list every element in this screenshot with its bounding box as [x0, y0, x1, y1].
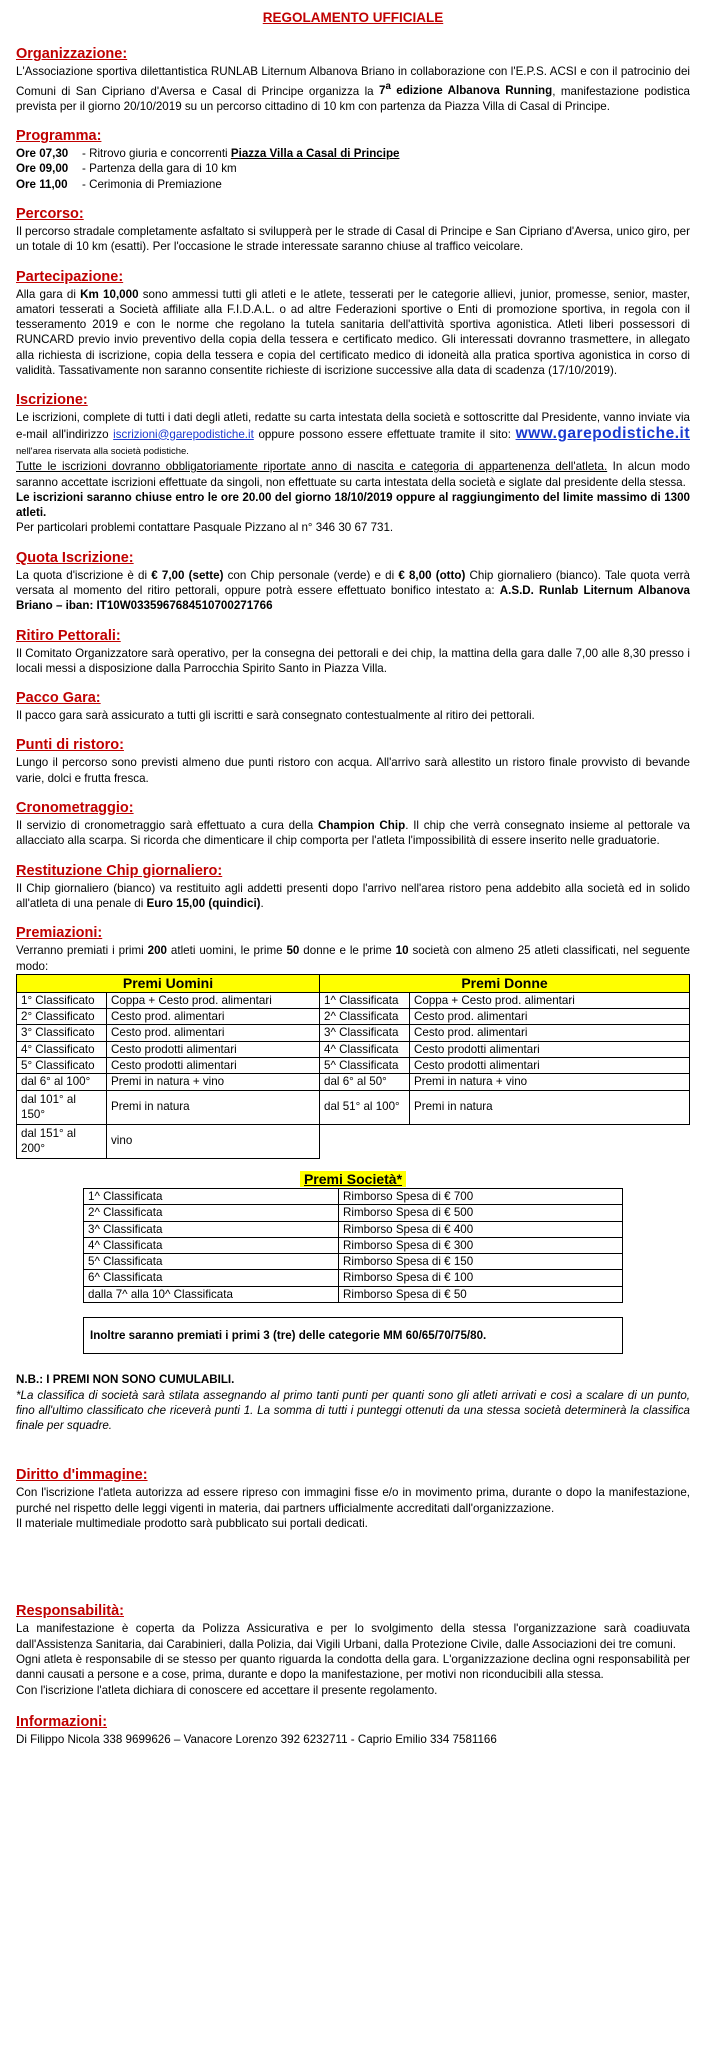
section-heading: Quota Iscrizione: [16, 549, 134, 566]
section-heading: Iscrizione: [16, 392, 88, 409]
women-position: 4^ Classificata [320, 1041, 410, 1057]
men-prize: Premi in natura + vino [107, 1074, 320, 1090]
table-row [84, 1188, 623, 1204]
men-position: 1° Classificato [17, 992, 107, 1008]
table-row [17, 1090, 690, 1124]
text-run: - Ritrovo giuria e concorrenti [82, 147, 231, 161]
section-heading: Responsabilità: [16, 1603, 124, 1620]
program-text [82, 146, 399, 161]
society-prize: Rimborso Spesa di € 150 [339, 1254, 623, 1270]
section-premiazioni [16, 925, 690, 1433]
society-position: 6^ Classificata [84, 1270, 339, 1286]
table-row [17, 1025, 690, 1041]
section-heading: Cronometraggio: [16, 800, 134, 817]
text-run: donne e le prime [299, 944, 396, 958]
society-prizes-header: Premi Società* [300, 1171, 406, 1187]
table-row [17, 1124, 690, 1158]
society-position: dalla 7^ alla 10^ Classificata [84, 1286, 339, 1302]
ristoro-text: Lungo il percorso sono previsti almeno due punti ristoro con acqua. All'arrivo sarà allestito un ristoro finale provvisto di bevande varie, dolci e frutta fresca. [16, 756, 690, 785]
text-run: Chip giornaliero (bianco). Tale quota verrà versata al momento del ritiro pettorali, oppure potrà essere effettuato bonifico intestato a: [16, 568, 690, 597]
section-heading: Programma: [16, 128, 102, 145]
table-row [84, 1237, 623, 1253]
responsabilita-text-3: Con l'iscrizione l'atleta dichiara di conoscere ed accettare il presente regolamento. [16, 1683, 438, 1697]
restituzione-text [16, 881, 690, 912]
women-position: dal 51° al 100° [320, 1090, 410, 1124]
section-heading: Informazioni: [16, 1713, 108, 1730]
men-prize: Cesto prod. alimentari [107, 1009, 320, 1025]
text-run: Verranno premiati i primi [16, 944, 148, 958]
program-item [16, 146, 690, 161]
men-position: dal 101° al 150° [17, 1090, 107, 1124]
men-position: dal 6° al 100° [17, 1074, 107, 1090]
section-percorso [16, 206, 690, 255]
distance-value: Km 10,000 [80, 287, 139, 301]
women-prize: Premi in natura [410, 1090, 690, 1124]
society-prize: Rimborso Spesa di € 100 [339, 1270, 623, 1286]
text-run: . Il chip che verrà consegnato insieme al pettorale va allacciato alla scarpa. Si ricorda che dimenticare il chip comporta per l'atleta l'impossibilità di essere inserito nelle graduatorie. [16, 819, 690, 848]
men-prizes-header: Premi Uomini [17, 974, 320, 992]
women-prizes-header: Premi Donne [320, 974, 690, 992]
men-prize: Premi in natura [107, 1090, 320, 1124]
count-societies: 10 [395, 944, 409, 958]
prizes-table [16, 974, 690, 1159]
table-row [84, 1286, 623, 1302]
section-immagine [16, 1467, 690, 1531]
society-prize: Rimborso Spesa di € 50 [339, 1286, 623, 1302]
iban-text: A.S.D. Runlab Liternum Albanova Briano – iban: IT10W0335967684510700271766 [16, 583, 690, 613]
section-iscrizione [16, 392, 690, 535]
program-location: Piazza Villa a Casal di Principe [230, 147, 400, 161]
table-row [17, 992, 690, 1008]
text-run: atleti uomini, le prime [167, 944, 287, 958]
men-position: dal 151° al 200° [17, 1124, 107, 1158]
immagine-text: Con l'iscrizione l'atleta autorizza ad essere ripreso con immagini fisse e/o in movimento prima, durante o dopo la manifestazione, purché nel rispetto delle leggi vigenti in materia, dai partners ufficialmente accreditati dall'organizzazione. [16, 1486, 690, 1515]
immagine-text-2: Il materiale multimediale prodotto sarà pubblicato sui portali dedicati. [16, 1517, 368, 1531]
men-prize: Cesto prod. alimentari [107, 1025, 320, 1041]
women-position: 3^ Classificata [320, 1025, 410, 1041]
empty-cell [320, 1124, 410, 1158]
men-prize: Coppa + Cesto prod. alimentari [107, 992, 320, 1008]
society-position: 5^ Classificata [84, 1254, 339, 1270]
women-prize: Coppa + Cesto prod. alimentari [410, 992, 690, 1008]
text-run: Tutte le iscrizioni dovranno obbligatoriamente riportate anno di nascita e categoria di appartenenza dell'atleta. [16, 460, 608, 474]
program-time: Ore 11,00 [16, 177, 68, 191]
table-row [84, 1221, 623, 1237]
iscrizione-requirements [16, 459, 690, 490]
society-prize: Rimborso Spesa di € 500 [339, 1205, 623, 1221]
section-heading: Restituzione Chip giornaliero: [16, 862, 223, 879]
text-run: società con almeno 25 atleti classificati, nel seguente modo: [16, 944, 690, 973]
men-prize: vino [107, 1124, 320, 1158]
mm-categories-note: Inoltre saranno premiati i primi 3 (tre) delle categorie MM 60/65/70/75/80. [83, 1317, 623, 1354]
premiazioni-intro [16, 943, 690, 974]
organizzazione-text [16, 64, 690, 114]
table-row [84, 1205, 623, 1221]
empty-cell [410, 1124, 690, 1158]
society-position: 1^ Classificata [84, 1188, 339, 1204]
society-position: 3^ Classificata [84, 1221, 339, 1237]
men-position: 3° Classificato [17, 1025, 107, 1041]
section-heading: Partecipazione: [16, 268, 124, 285]
text-run: L'Associazione sportiva dilettantistica RUNLAB Liternum Albanova Briano in collaborazione con l'E.P.S. ACSI e con il patrocinio dei Comuni di San Cipriano d'Aversa e Casal di Principe organizza la [16, 65, 690, 98]
section-pacco [16, 690, 690, 723]
section-ritiro [16, 628, 690, 677]
society-prize: Rimborso Spesa di € 400 [339, 1221, 623, 1237]
society-prize: Rimborso Spesa di € 700 [339, 1188, 623, 1204]
text-run: Il Chip giornaliero (bianco) va restituito agli addetti presenti dopo l'arrivo nell'area ristoro pena addebito alla società ed in solido all'atleta di una penale di [16, 881, 690, 910]
edition-number: 7 [379, 84, 386, 98]
text-run: , manifestazione podistica prevista per il giorno 20/10/2019 su un percorso cittadino di 10 km con partenza da Piazza Villa di Casal di Principe. [16, 84, 690, 113]
table-row [17, 1041, 690, 1057]
section-informazioni [16, 1714, 690, 1747]
section-heading: Organizzazione: [16, 46, 128, 63]
section-heading: Percorso: [16, 205, 84, 222]
iscrizione-text [16, 410, 690, 459]
women-prize: Cesto prod. alimentari [410, 1025, 690, 1041]
count-men: 200 [147, 944, 167, 958]
section-heading: Ritiro Pettorali: [16, 627, 121, 644]
iscrizione-deadline: Le iscrizioni saranno chiuse entro le ore 20.00 del giorno 18/10/2019 oppure al raggiungimento del limite massimo di 1300 atleti. [16, 490, 690, 520]
fee-chip-personale: € 7,00 (sette) [151, 568, 224, 582]
men-prize: Cesto prodotti alimentari [107, 1041, 320, 1057]
count-women: 50 [286, 944, 300, 958]
men-prize: Cesto prodotti alimentari [107, 1058, 320, 1074]
text-run: Alla gara di [16, 287, 81, 301]
iscrizione-contact: Per particolari problemi contattare Pasquale Pizzano al n° 346 30 67 731. [16, 521, 394, 535]
responsabilita-text-2: Ogni atleta è responsabile di se stesso per quanto riguarda la condotta della gara. L'organizzazione declina ogni responsabilità per danni causati a persone e a cose, prima, durante e dopo la manifestazione, per motivi non riconducibili alla stessa. [16, 1652, 690, 1682]
table-row [17, 1009, 690, 1025]
website-note: nell'area riservata alla società podistiche. [16, 445, 189, 457]
text-run: sono ammessi tutti gli atleti e le atlete, tesserati per le categorie allievi, junior, promesse, senior, master, amatori tesserati a Società affiliate alla F.I.D.A.L. o ad altre Federazioni sportive o Enti di promozione sportiva, in regola con il tesseramento 2019 e con le norme che regolano la tutela sanitaria dell'attività sportiva agonistica. Atleti liberi possessori di RUNCARD previo invio preventivo della copia della tessera e certificato medico. Gli interessati dovranno trasmettere, in allegato alla richiesta di iscrizione, copia della tessera e copia del certificato medico di idoneità alla pratica sportiva agonistica in corso di validità. Tassativamente non saranno consentite richieste di iscrizione successive alla data di scadenza (17/10/2019). [16, 287, 690, 378]
women-prize: Cesto prod. alimentari [410, 1009, 690, 1025]
section-partecipazione [16, 269, 690, 379]
society-position: 4^ Classificata [84, 1237, 339, 1253]
edition-name: edizione Albanova Running [390, 84, 553, 98]
text-run: In alcun modo saranno accettate iscrizioni effettuate da singoli, non effettuate su carta intestata della società e siglate dal presidente della stessa. [16, 460, 690, 489]
women-prize: Cesto prodotti alimentari [410, 1041, 690, 1057]
society-header-cell [84, 1172, 623, 1189]
society-prize: Rimborso Spesa di € 300 [339, 1237, 623, 1253]
society-prizes-table [83, 1172, 623, 1303]
section-heading: Premiazioni: [16, 925, 103, 942]
cronometraggio-text [16, 818, 690, 849]
edition-superscript: a [385, 81, 391, 93]
section-organizzazione [16, 46, 690, 114]
women-prize: Premi in natura + vino [410, 1074, 690, 1090]
program-text: - Partenza della gara di 10 km [82, 162, 237, 176]
section-programma [16, 128, 690, 192]
text-run: con Chip personale (verde) e di [223, 568, 399, 582]
section-heading: Punti di ristoro: [16, 737, 124, 754]
men-position: 5° Classificato [17, 1058, 107, 1074]
program-item [16, 177, 690, 192]
men-position: 4° Classificato [17, 1041, 107, 1057]
section-cronometraggio [16, 800, 690, 849]
email-link[interactable]: iscrizioni@garepodistiche.it [113, 427, 254, 441]
program-time: Ore 09,00 [16, 162, 69, 176]
section-responsabilita [16, 1603, 690, 1697]
ritiro-text: Il Comitato Organizzatore sarà operativo, per la consegna dei pettorali e dei chip, la mattina della gara dalle 7,00 alle 8,30 presso i locali messi a disposizione dalla Parrocchia Spirito Santo in Piazza Villa. [16, 646, 690, 675]
text-run: Il servizio di cronometraggio sarà effettuato a cura della [16, 819, 318, 833]
program-item [16, 161, 690, 176]
section-ristoro [16, 737, 690, 786]
table-row [17, 1074, 690, 1090]
section-restituzione [16, 863, 690, 912]
website-link[interactable]: www.garepodistiche.it [515, 424, 690, 442]
not-cumulative-note: N.B.: I PREMI NON SONO CUMULABILI. [16, 1373, 235, 1387]
text-run: La quota d'iscrizione è di [16, 568, 152, 582]
section-heading: Diritto d'immagine: [16, 1467, 148, 1484]
contacts-text: Di Filippo Nicola 338 9699626 – Vanacore Lorenzo 392 6232711 - Caprio Emilio 334 7581166 [16, 1732, 497, 1746]
society-header-row [84, 1172, 623, 1189]
society-position: 2^ Classificata [84, 1205, 339, 1221]
penalty-value: Euro 15,00 (quindici) [146, 896, 261, 910]
prizes-header-row [17, 974, 690, 992]
women-position: 2^ Classificata [320, 1009, 410, 1025]
quota-text [16, 568, 690, 614]
table-row [17, 1058, 690, 1074]
table-row [84, 1270, 623, 1286]
responsabilita-text: La manifestazione è coperta da Polizza Assicurativa e per lo svolgimento della stessa l'organizzazione sarà coadiuvata dall'Assistenza Sanitaria, dai Carabinieri, dalla Polizia, dai Vigili Urbani, dalla Protezione Civile, dalle Associazioni dei tre comuni. [16, 1622, 690, 1651]
women-position: 5^ Classificata [320, 1058, 410, 1074]
women-prize: Cesto prodotti alimentari [410, 1058, 690, 1074]
men-position: 2° Classificato [17, 1009, 107, 1025]
society-ranking-note: *La classifica di società sarà stilata assegnando al primo tanti punti per quanti sono gli atleti arrivati e così a scalare di un punto, fino all'ultimo classificato che riceverà punti 1. La somma di tutti i punteggi ottenuti da una stessa società determinerà la classifica finale per squadre. [16, 1388, 690, 1433]
table-row [84, 1254, 623, 1270]
page-title: REGOLAMENTO UFFICIALE [262, 10, 444, 25]
program-time: Ore 07,30 [16, 147, 69, 161]
section-heading: Pacco Gara: [16, 690, 101, 707]
percorso-text: Il percorso stradale completamente asfaltato si svilupperà per le strade di Casal di Principe e San Cipriano d'Aversa, unico giro, per un totale di 10 km (esatti). Per l'occasione le strade interessate saranno chiuse al traffico veicolare. [16, 224, 690, 254]
program-text: - Cerimonia di Premiazione [82, 177, 222, 191]
chip-provider: Champion Chip [317, 819, 406, 833]
women-position: dal 6° al 50° [320, 1074, 410, 1090]
society-prizes [83, 1172, 623, 1355]
text-run: . [260, 896, 264, 910]
text-run: oppure possono essere effettuate tramite il sito: [253, 427, 516, 441]
fee-chip-giornaliero: € 8,00 (otto) [398, 568, 466, 582]
text-run: Le iscrizioni, complete di tutti i dati degli atleti, redatte su carta intestata della società e sottoscritte dal Presidente, vanno inviate via e-mail all'indirizzo [16, 411, 690, 441]
partecipazione-text [16, 287, 690, 379]
pacco-text: Il pacco gara sarà assicurato a tutti gli iscritti e sarà consegnato contestualmente al ritiro dei pettorali. [16, 709, 535, 723]
section-quota [16, 550, 690, 614]
women-position: 1^ Classificata [320, 992, 410, 1008]
